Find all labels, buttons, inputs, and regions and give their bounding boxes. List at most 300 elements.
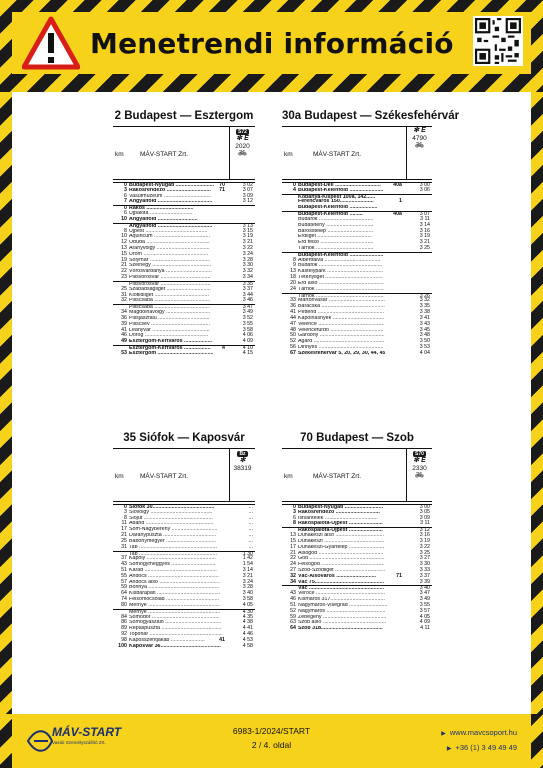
website-text: www.mavcsoport.hu [449,728,517,737]
connection-line: 40a [393,182,402,188]
station-name: Som-Nagyberény ............................... [129,527,218,533]
departure-time: 3 26 [419,292,430,299]
km-value: 17 [290,543,296,550]
departure-time: 3 47 [419,590,430,597]
km-value: 34 [121,309,127,316]
train-column-header [406,449,432,501]
station-name: Szabadságliget .............................. [129,286,211,292]
station-name: Rákos ................................ [129,206,194,212]
km-value: 7 [124,198,127,205]
station-name: Kastélypark ...................................... [298,269,384,275]
line-badge: S72 [238,129,247,135]
station-name: Dorog ........................................... [129,333,209,339]
departure-time: 3 30 [242,262,253,269]
departure-time: 3 25 [419,549,430,556]
departure-time: 3 27 [419,555,430,562]
station-name: Istvántelek .................................... [298,515,378,521]
departure-time: 3 13 [242,222,253,229]
km-value: 51 [290,601,296,608]
line-badge: Bz [239,451,246,457]
km-value: 25 [121,285,127,292]
departure-time: 3 45 [419,326,430,333]
km-value: 100 [118,642,127,649]
station-name: Szob alsó ........................................... [298,620,387,626]
arrow-right-icon: ▶ [446,746,452,752]
station-name: Kismaros 317..................................... [298,597,385,603]
station-name: Mernye ................................................. [129,609,221,615]
route-title: 30a Budapest — Székesfehérvár [282,110,460,122]
departure-time: 3 50 [419,338,430,345]
km-value: 67 [290,349,296,356]
connection-line: 71 [396,572,402,579]
station-name: Kőbánya-Kispest 100a, 142...... [298,194,376,200]
station-name: Kisbárapáti ........................................... [129,591,221,597]
warning-triangle-icon [22,16,80,70]
km-value: 6 [124,210,127,217]
train-number: 2330 [412,465,427,472]
operator-name: MÁV-START Zrt. [312,473,362,480]
departure-time: 4 30 [242,608,253,615]
km-value: 43 [121,561,127,568]
departure-time: 3 58 [242,326,253,333]
departure-time: ... [248,508,253,515]
train-column-header [406,127,432,179]
km-value: 41 [290,309,296,316]
station-name: Esztergom-Kertváros ................... [129,339,213,345]
station-name: Érd felső .................................... [298,240,374,246]
station-name: Andocs ................................................ [129,573,219,579]
departure-time: 3 16 [419,227,430,234]
km-value: 51 [121,567,127,574]
departure-time: ... [248,526,253,533]
station-name: Piliscsév ........................................ [129,321,210,327]
departure-time: 3 19 [419,233,430,240]
station-name: Siófok 30.......................................... [129,505,215,510]
station-name: Kápolnásnyék ................................... [298,315,385,321]
departure-time: 3 15 [242,227,253,234]
departure-time: 4 05 [242,601,253,608]
km-value: 23 [121,274,127,281]
km-value: 46 [121,332,127,339]
km-value: 8 [293,520,296,527]
station-name: Karád ................................................. [129,568,217,574]
km-value: 31 [121,543,127,550]
timetable-siofok-kaposvar [113,432,255,714]
km-value: 22 [290,555,296,562]
km-value: 63 [290,619,296,626]
train-class: ✻ E [236,135,249,142]
timetable-budapest-szob [282,432,432,714]
station-name: Esztergom ...................................... [129,350,214,356]
station-name: Agárd ................................................ [298,339,385,345]
km-value: 50 [290,332,296,339]
connection-line: 41 [219,636,225,643]
station-name: Aquincum ...................................... [129,234,210,240]
connection-line: 1 [399,198,402,205]
train-column-header [229,449,255,501]
departure-time: ... [248,532,253,539]
departure-time: 1 30 [242,550,253,557]
departure-time: ... [248,520,253,527]
station-name: Budafok ........................................... [298,263,383,269]
km-value: 86 [121,619,127,626]
km-column-header: km [284,151,293,158]
connection-line: 70 [219,182,225,188]
station-name: Újpest .......................................... [129,228,208,234]
station-name: Dunakeszi alsó ................................. [298,533,384,539]
station-name: Solymár ......................................... [129,257,211,263]
km-value: 18 [290,274,296,281]
station-name: Ferencváros 150....................... [298,199,374,205]
km-value: 33 [290,297,296,304]
station-name: Albertfalva ...................................... [298,257,381,263]
station-name: Daránypuszta .................................... [129,533,217,539]
km-value: 55 [121,572,127,579]
km-value: 3 [124,508,127,515]
departure-time: 3 19 [242,233,253,240]
train-column-header [229,127,255,179]
station-name: Zebegény ........................................... [298,614,387,620]
train-number: 2020 [235,143,250,150]
km-value: 17 [121,526,127,533]
km-value: 13 [290,532,296,539]
departure-time: 3 14 [242,567,253,574]
departure-time: 3 07 [419,211,430,218]
departure-time: 3 41 [419,314,430,321]
departure-time: 3 49 [242,309,253,316]
station-name: Budapest-Nyugati .......................... [129,183,215,188]
departure-time: 3 21 [242,239,253,246]
departure-time: 4 05 [419,613,430,620]
station-name: Somogymeggyes .............................. [129,562,216,568]
km-value: 56 [290,343,296,350]
station-name: Vasútmúzeum ................................ [129,193,212,199]
route-title: 2 Budapest — Esztergom [114,110,254,122]
km-column-header: km [115,151,124,158]
departure-time: 3 19 [419,537,430,544]
departure-time: 3 38 [419,309,430,316]
departure-time: 3 32 [242,268,253,275]
km-value: 98 [121,636,127,643]
km-value: 80 [121,601,127,608]
station-name: Alsógöd ............................................ [298,550,384,556]
website-link[interactable] [441,728,517,737]
phone-link[interactable] [447,743,517,752]
departure-time: 3 12 [242,198,253,205]
km-value: 27 [290,567,296,574]
station-name: Rákosrendező .............................. [298,509,380,515]
station-name: Barosstelep ............................... [298,228,374,234]
km-value: 49 [121,338,127,345]
table-row [282,626,432,632]
station-name: Nagymaros ........................................ [298,608,386,614]
km-value: 15 [121,250,127,257]
station-name: Szélhegy ........................................ [129,263,212,269]
departure-time: 3 24 [242,578,253,585]
bike-icon: 🚲︎ [238,150,247,157]
station-name: Klotildliget ..................................... [129,292,210,298]
page-number: 2 / 4. oldal [251,740,292,750]
departure-time: 3 39 [419,578,430,585]
mav-logo-subtitle: Vasúti Személyszállító Zrt. [52,740,106,745]
station-name: Tétényliget ....................................... [298,275,383,281]
route-title: 70 Budapest — Szob [300,432,414,444]
route-title: 35 Siófok — Kaposvár [123,432,245,444]
departure-time: 4 41 [242,625,253,632]
km-value: 4 [293,186,296,193]
km-value: 8 [293,256,296,263]
hazard-stripe-right [531,92,543,714]
station-name: Ádánd .............................................. [129,521,214,527]
departure-time: 3 28 [242,256,253,263]
station-name: Dinnyés ............................................ [298,344,384,350]
station-name: Kapoly ............................................... [129,556,216,562]
departure-time: 3 32 [419,297,430,304]
station-name: Leányvár ....................................... [129,327,210,333]
km-value: 20 [290,279,296,286]
km-value: 6 [124,192,127,199]
departure-time: 3 12 [419,527,430,534]
station-name: Martonvásár ...................................... [298,298,385,304]
station-name: Pilisvörösvár .................................. [129,275,211,281]
departure-time: 1 54 [242,561,253,568]
km-value: 11 [121,520,127,527]
station-name: Dunakeszi ......................................... [298,538,385,544]
station-name: Vác ................................................... [298,586,384,592]
station-name: Velencefürdő .................................... [298,327,384,333]
station-name: Piliscsaba ...................................... [129,305,211,311]
timetable-budapest-szekesfehervar [282,110,460,432]
station-name: Somodor .............................................. [129,614,220,620]
departure-time: 3 57 [419,607,430,614]
km-value: 39 [121,320,127,327]
station-name: Tab ..................................................... [129,544,218,550]
km-value: 13 [290,268,296,275]
departure-time: 4 58 [242,642,253,649]
km-value: 44 [290,314,296,321]
departure-time: 4 09 [242,338,253,345]
table-header [113,126,255,180]
departure-time: 3 24 [242,250,253,257]
table-row [113,644,255,650]
station-name: Tárnok .............................................. [298,293,384,299]
page-title: Menetrendi információ [90,26,454,60]
km-value: 31 [121,291,127,298]
station-name: Répáspuszta ......................................... [129,626,222,632]
departure-time: 3 46 [242,297,253,304]
station-name: Bábonymegyer .................................. [129,538,217,544]
station-name: Bonnya ................................................ [129,585,220,591]
station-name: Pettend ............................................. [298,310,384,316]
departure-time: 3 49 [419,596,430,603]
departure-time: 3 25 [419,245,430,252]
table-header [282,448,432,502]
departure-time: 3 35 [419,303,430,310]
km-value: 89 [121,625,127,632]
km-value: 21 [121,532,127,539]
km-value: 41 [121,326,127,333]
departure-time: 3 40 [242,590,253,597]
km-column-header: km [115,473,124,480]
station-name: Budapest-Kelenföld ......... [298,212,363,218]
station-name: Tab ..................................................... [129,551,218,557]
km-value: 37 [121,555,127,562]
departure-time: 3 43 [419,320,430,327]
connection-line: 71 [219,186,225,193]
departure-time: 3 28 [242,584,253,591]
km-value: 15 [290,537,296,544]
km-value: 52 [290,338,296,345]
departure-time: 3 48 [419,332,430,339]
header-banner [12,12,531,74]
km-value: 8 [124,227,127,234]
departure-time: 3 44 [242,291,253,298]
station-name: Aranyvölgy .................................... [129,246,210,252]
km-value: 48 [290,326,296,333]
km-value: 47 [290,320,296,327]
departure-time: 3 30 [419,561,430,568]
station-name: Somogyaszaló ...................................... [129,620,222,626]
departure-time: 3 00 [419,504,430,510]
station-name: Üröm ............................................ [129,251,209,257]
km-value: 74 [121,596,127,603]
station-name: Baracska ........................................... [298,304,385,310]
departure-time: 3 02 [242,182,253,188]
km-value: 92 [121,631,127,638]
station-name: Andocs alsó ......................................... [129,579,220,585]
km-value: 32 [121,297,127,304]
station-name: Felsőmocsolád .................................... [129,597,220,603]
departure-time: 3 22 [242,245,253,252]
km-value: 12 [121,239,127,246]
km-value: 8 [124,514,127,521]
table-header [282,126,432,180]
departure-time: 4 46 [242,631,253,638]
departure-time: 4 09 [419,619,430,626]
departure-time: 4 15 [242,349,253,356]
km-value: 22 [121,268,127,275]
station-name: Pilisjászfalu ................................... [129,315,210,321]
departure-time: 3 21 [242,572,253,579]
departure-time: 4 04 [419,349,430,356]
departure-time: 3 21 [419,239,430,246]
line-badge: S70 [415,451,424,457]
departure-time: 4 10 [242,344,253,351]
station-name: Mernye ................................................. [129,602,221,608]
km-value: 10 [121,215,127,222]
station-name: Angyalföld ..................................... [129,223,213,229]
connection-line: 4 [222,344,225,351]
station-name: Rákospalota-Újpest ....................... [298,528,383,534]
station-name: Rákosrendező .............................. [129,187,211,193]
km-value: 59 [121,584,127,591]
station-name: Esztergom-Kertváros .................. [129,345,211,351]
departure-time: 4 38 [242,619,253,626]
departure-time: 3 16 [419,532,430,539]
qr-code-icon[interactable] [473,16,523,66]
station-name: Felsőgöd ........................................... [298,562,385,568]
departure-time: 3 33 [419,567,430,574]
km-value: 84 [121,613,127,620]
mav-logo-text: MÁV-START [52,725,122,739]
km-value: 34 [290,578,296,585]
connection-line: 40a [393,211,402,218]
document-id: 6983-1/2024/START [232,726,311,736]
departure-time: ... [248,514,253,521]
station-name: Piliscsaba ...................................... [129,298,211,304]
operator-name: MÁV-START Zrt. [312,151,362,158]
station-name: Dunakeszi-Gyártelep ........................ [298,544,385,550]
station-name: Újpalota ............................. [129,211,193,217]
station-name: Vác 75............................................... [298,579,384,585]
departure-time: 3 00 [419,182,430,188]
station-name: Székesfehérvár 5, 20, 29, 30, 44, 45 [298,350,386,356]
station-name: Budapest-Kelenföld ................... [298,205,378,211]
departure-time: 3 09 [419,514,430,521]
station-name: Budapest-Kelenföld ....................... [298,187,384,193]
station-name: Toponár ................................................. [129,632,222,638]
station-name: Kaposvár 36......................................... [129,643,221,649]
km-value: 0 [124,182,127,188]
km-value: 0 [124,205,127,212]
timetable-sheet [12,92,531,714]
departure-time: ... [248,504,253,510]
station-name: Sződ-Sződliget .................................. [298,568,386,574]
station-name: Magdolnavölgy .............................. [129,310,211,316]
departure-time: ... [248,543,253,550]
departure-time: 3 11 [420,215,430,222]
km-value: 43 [290,590,296,597]
departure-time: 3 09 [242,192,253,199]
km-value: 46 [290,596,296,603]
departure-time: 4 35 [242,613,253,620]
station-name: Verőce ............................................... [298,591,386,597]
departure-time: 3 07 [242,186,253,193]
operator-name: MÁV-START Zrt. [139,151,189,158]
km-value: 24 [290,561,296,568]
table-header [113,448,255,502]
phone-text: +36 (1) 3 49 49 49 [455,743,517,752]
hazard-stripe-left [0,92,12,714]
departure-time: 3 35 [242,280,253,287]
station-name: Pilisvörösvár .................................. [129,281,211,287]
station-name: Budafok ..................................... [298,216,374,222]
departure-time: 4 11 [420,625,430,632]
km-value: 21 [290,549,296,556]
departure-time: 3 37 [419,572,430,579]
km-value: 9 [293,262,296,269]
km-value: 24 [290,285,296,292]
departure-time: 3 55 [242,320,253,327]
km-value: 64 [290,625,296,632]
station-name: Sióvölgy .......................................... [129,509,213,515]
arrow-right-icon: ▶ [441,731,446,737]
km-value: 36 [121,314,127,321]
station-name: Nagymaros-Visegrád .......................... [298,602,388,608]
station-name: Érdliget ..................................... [298,234,372,240]
train-class: ✻ E [413,457,426,464]
departure-time: 4 06 [242,332,253,339]
table-row [113,351,255,357]
km-value: 3 [293,508,296,515]
km-value: 0 [293,504,296,510]
station-name: Kaposszentjakab ....................... [129,637,205,643]
km-value: 25 [121,537,127,544]
departure-time: 3 11 [420,520,430,527]
station-name: Rákospalota-Újpest ....................... [298,521,383,527]
departure-time: 3 58 [242,596,253,603]
km-value: 64 [121,590,127,597]
